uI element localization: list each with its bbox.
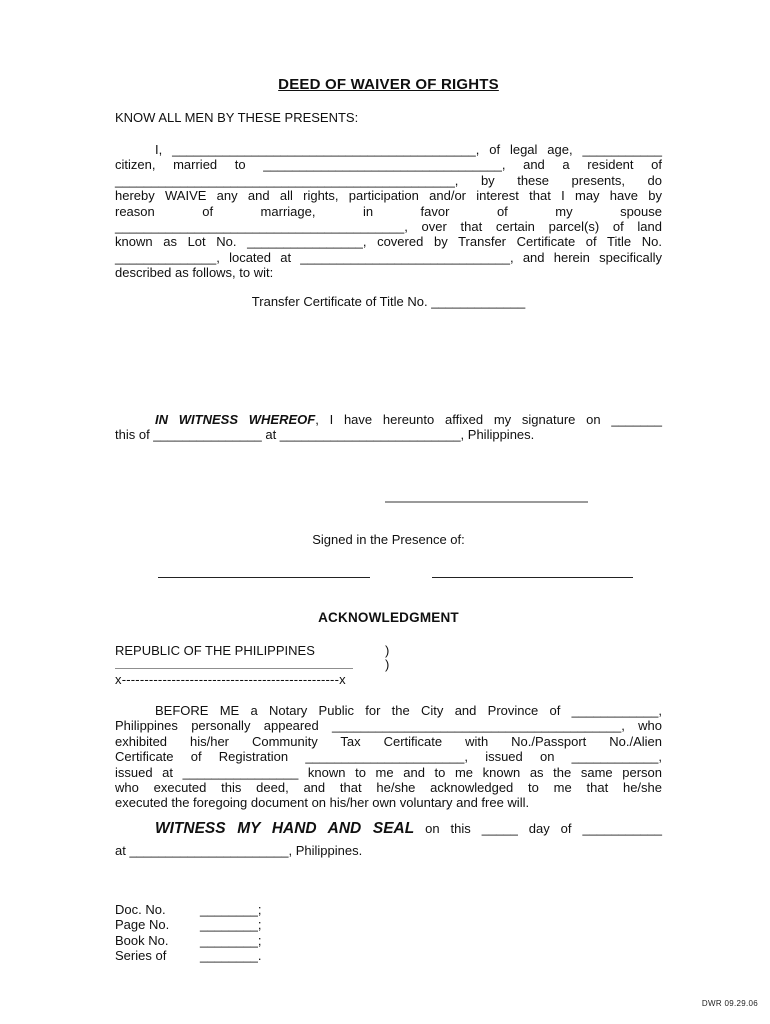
seal-clause-line-2: at ______________________, Philippines. bbox=[115, 843, 363, 858]
republic-paren-1: ) bbox=[385, 643, 390, 658]
waiver-line-1: I, __________________________________________, of legal age, ___________ bbox=[155, 142, 662, 157]
notary-ack-line-4: Certificate of Registration ______________________, issued on ____________, bbox=[115, 749, 662, 765]
opening-clause: KNOW ALL MEN BY THESE PRESENTS: bbox=[115, 110, 359, 125]
notary-ack-line-3: exhibited his/her Community Tax Certificate with No./Passport No./Alien bbox=[115, 733, 662, 749]
waiver-line-3: _______________________________________________, by these presents, do bbox=[115, 172, 662, 188]
registry-row-doc bbox=[115, 902, 662, 917]
tct-line: Transfer Certificate of Title No. _____________ bbox=[251, 294, 526, 309]
registry-label-page: Page No. bbox=[115, 917, 170, 933]
document-title-row bbox=[115, 76, 662, 93]
registry-blank-series: ________. bbox=[200, 948, 262, 964]
registry-blank-page: ________; bbox=[200, 917, 262, 933]
document-title: DEED OF WAIVER OF RIGHTS bbox=[278, 76, 499, 93]
waiver-line-9: described as follows, to wit: bbox=[115, 265, 274, 281]
registry-blank-doc: ________; bbox=[200, 902, 262, 917]
witness-signature-line-right bbox=[432, 577, 633, 578]
acknowledgment-heading-row bbox=[115, 610, 662, 625]
waiver-line-5: reason of marriage, in favor of my spouse bbox=[115, 203, 662, 219]
registry-label-doc: Doc. No. bbox=[115, 902, 166, 917]
registry-label-series: Series of bbox=[115, 948, 167, 964]
notary-ack-line-6: who executed this deed, and that he/she acknowledged to me that he/she bbox=[115, 779, 662, 795]
acknowledgment-heading: ACKNOWLEDGMENT bbox=[318, 610, 459, 625]
waiver-line-4: hereby WAIVE any and all rights, participation and/or interest that I may have by bbox=[115, 188, 662, 204]
notary-acknowledgment-paragraph bbox=[115, 703, 662, 811]
notarial-registry-block bbox=[115, 902, 662, 964]
seal-clause-rest: on this _____ day of ___________ bbox=[414, 821, 662, 836]
waiver-paragraph bbox=[115, 142, 662, 281]
republic-paren-2: ) bbox=[385, 657, 390, 672]
witness-clause-line-2: this of _______________ at _________________________, Philippines. bbox=[115, 427, 535, 443]
signed-presence-label: Signed in the Presence of: bbox=[312, 532, 465, 547]
registry-row-page bbox=[115, 917, 662, 932]
witness-signature-line-left bbox=[158, 577, 370, 578]
waiver-line-2: citizen, married to _________________________________, and a resident of bbox=[115, 157, 662, 173]
notary-ack-line-2: Philippines personally appeared ________________________________________, who bbox=[115, 718, 662, 734]
registry-row-series bbox=[115, 948, 662, 963]
registry-blank-book: ________; bbox=[200, 932, 262, 948]
venue-blank-line bbox=[115, 657, 353, 669]
seal-clause bbox=[115, 820, 662, 838]
waiver-line-7: known as Lot No. ________________, covered by Transfer Certificate of Title No. bbox=[115, 234, 662, 250]
witness-clause-lead: IN WITNESS WHEREOF bbox=[155, 412, 316, 427]
registry-label-book: Book No. bbox=[115, 932, 169, 948]
seal-clause-lead: WITNESS MY HAND AND SEAL bbox=[155, 820, 415, 837]
waiver-line-8: ______________, located at _____________________________, and herein specifically bbox=[115, 249, 662, 265]
notary-ack-line-5: issued at ________________ known to me and to me known as the same person bbox=[115, 764, 662, 780]
registry-row-book bbox=[115, 933, 662, 948]
notary-ack-line-1: BEFORE ME a Notary Public for the City and Province of ____________, bbox=[155, 703, 662, 718]
form-version-footer: DWR 09.29.06 bbox=[701, 999, 758, 1008]
seal-clause-line-1 bbox=[115, 820, 662, 838]
notary-ack-line-7: executed the foregoing document on his/her own voluntary and free will. bbox=[115, 795, 530, 811]
republic-label: REPUBLIC OF THE PHILIPPINES bbox=[115, 643, 315, 658]
principal-signature-line bbox=[385, 501, 588, 503]
scilicet-line: x------------------------------------------------x bbox=[115, 672, 346, 687]
witness-clause-line-1 bbox=[115, 412, 662, 427]
waiver-line-6: ________________________________________, over that certain parcel(s) of land bbox=[115, 218, 662, 234]
venue-blank-row bbox=[115, 657, 662, 672]
witness-clause-rest: , I have hereunto affixed my signature on _______ bbox=[315, 412, 663, 427]
witness-clause bbox=[115, 412, 662, 443]
